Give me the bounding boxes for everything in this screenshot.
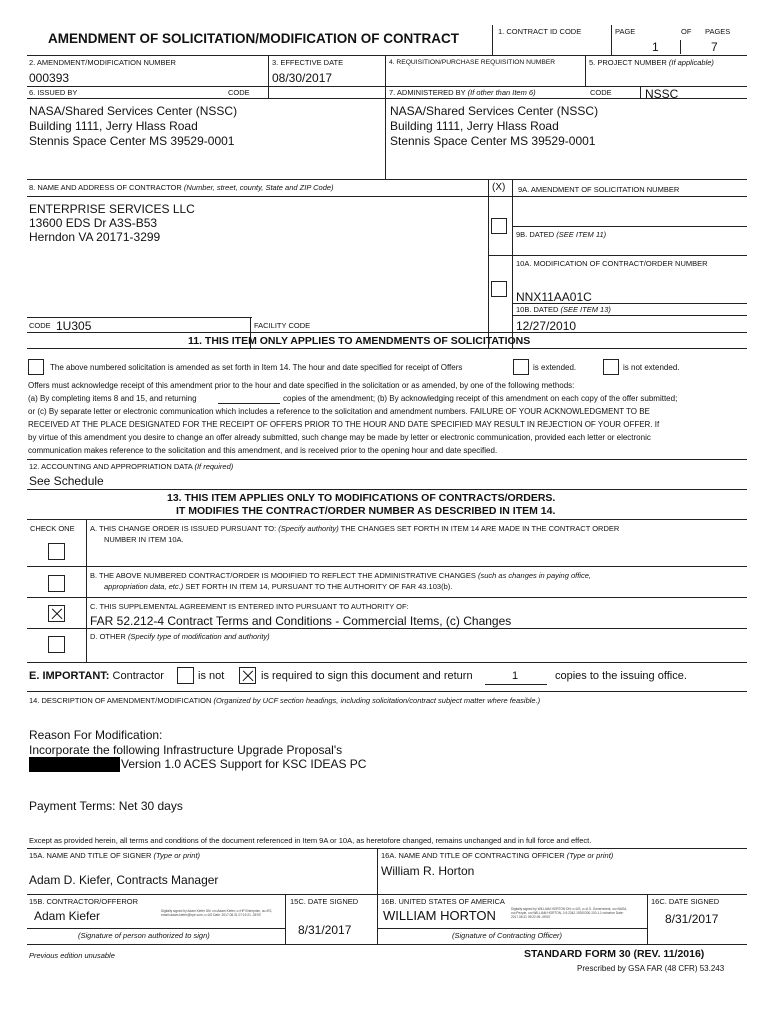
page-label: PAGE — [615, 27, 636, 36]
usa-signature-stamp: Digitally signed by WILLIAM HORTON DN: c=US, o=U.S. Government, ou=NASA, ou=People, cn=WILLIAM HORTON, 0.9.2342.19200300.100.1.1=whorton Date: 2017.08.31 09:22:05 -05'00' — [511, 907, 628, 919]
item13b-text-2: appropriation data, etc.) SET FORTH IN ITEM 14, PURSUANT TO THE AUTHORITY OF FAR 43.103(b). — [104, 582, 453, 591]
item13a-text-2: NUMBER IN ITEM 10A. — [104, 535, 184, 544]
contractor-code-label: CODE — [29, 321, 51, 330]
project-number-label: 5. PROJECT NUMBER (If applicable) — [589, 58, 714, 67]
item13a-checkbox[interactable] — [48, 543, 65, 560]
is-extended-label: is extended. — [533, 363, 577, 372]
item14-reason: Reason For Modification: — [29, 728, 163, 742]
check-one-label: CHECK ONE — [30, 524, 75, 533]
contractor-offeror-label: 15B. CONTRACTOR/OFFEROR — [29, 897, 139, 906]
item13b-text: B. THE ABOVE NUMBERED CONTRACT/ORDER IS MODIFIED TO REFLECT THE ADMINISTRATIVE CHANGES (such as changes in paying office, — [90, 571, 591, 580]
administered-by-address: NASA/Shared Services Center (NSSC) Building 1111, Jerry Hlass Road Stennis Space Center MS 39529-0001 — [390, 104, 599, 148]
item12-label: 12. ACCOUNTING AND APPROPRIATION DATA (If required) — [29, 462, 234, 471]
item14-version: Version 1.0 ACES Support for KSC IDEAS PC — [121, 757, 367, 771]
important-row: E. IMPORTANT: Contractor — [29, 670, 164, 682]
amendment-solicitation-label: 9A. AMENDMENT OF SOLICITATION NUMBER — [518, 185, 680, 194]
item13-heading-1: 13. THIS ITEM APPLIES ONLY TO MODIFICATIONS OF CONTRACTS/ORDERS. — [167, 492, 556, 504]
item14-label: 14. DESCRIPTION OF AMENDMENT/MODIFICATION (Organized by UCF section headings, including solicitation/contract subject matter where feasible.) — [29, 696, 541, 705]
item14-incorporate: Incorporate the following Infrastructure Upgrade Proposal's — [29, 743, 343, 757]
issued-by-code-label: CODE — [228, 88, 250, 97]
contract-id-label: 1. CONTRACT ID CODE — [498, 27, 582, 36]
item11-para-6: communication makes reference to the solicitation and this amendment, and is received prior to the opening hour and date specified. — [28, 446, 498, 455]
contractor-code: 1U305 — [56, 319, 92, 333]
item11-para-4: RECEIVED AT THE PLACE DESIGNATED FOR THE RECEIPT OF OFFERS PRIOR TO THE HOUR AND DATE SPECIFIED MAY RESULT IN REJECTION OF YOUR OFFER. If — [28, 420, 660, 429]
contractor-label: 8. NAME AND ADDRESS OF CONTRACTOR (Number, street, county, State and ZIP Code) — [29, 183, 334, 192]
modification-contract-label: 10A. MODIFICATION OF CONTRACT/ORDER NUMBER — [516, 259, 708, 268]
item11-para-5: by virtue of this amendment you desire to change an offer already submitted, such change may be made by letter or electronic communication, provided each letter or electronic — [28, 433, 651, 442]
item14-payment-terms: Payment Terms: Net 30 days — [29, 799, 183, 813]
pages-label: PAGES — [705, 27, 731, 36]
officer-name: William R. Horton — [381, 864, 475, 878]
dated-9b-label: 9B. DATED (SEE ITEM 11) — [516, 230, 607, 239]
contractor-signature-stamp: Digitally signed by Adam Kiefer DN: cn=Adam Kiefer, o=HP Enterprise, ou=ES, email=adam.kiefer@hpe.com, c=US Date: 2017.08.31 07:19:21 -05'00' — [161, 909, 273, 917]
item13-heading-2: IT MODIFIES THE CONTRACT/ORDER NUMBER AS DESCRIBED IN ITEM 14. — [176, 505, 556, 517]
is-required-label: is required to sign this document and return — [261, 670, 473, 682]
signer-name: Adam D. Kiefer, Contracts Manager — [29, 873, 219, 887]
is-not-label: is not — [198, 670, 225, 682]
item11-para-1: Offers must acknowledge receipt of this amendment prior to the hour and date specified in the solicitation or as amended, by one of the following methods: — [28, 381, 575, 390]
item13c-checkbox-checked[interactable] — [48, 605, 65, 622]
effective-date: 08/30/2017 — [272, 71, 333, 85]
administered-by-code: NSSC — [645, 87, 679, 101]
x-column-label: (X) — [492, 182, 506, 193]
except-text: Except as provided herein, all terms and conditions of the document referenced in Item 9A or 10A, as heretofore changed, remains unchanged and in full force and effect. — [29, 836, 592, 845]
officer-label: 16A. NAME AND TITLE OF CONTRACTING OFFICER (Type or print) — [381, 851, 614, 860]
item12-value: See Schedule — [29, 474, 104, 488]
dated-10b-label: 10B. DATED (SEE ITEM 13) — [516, 305, 611, 314]
form-name: STANDARD FORM 30 (REV. 11/2016) — [524, 948, 705, 960]
date-15c-value: 8/31/2017 — [298, 923, 352, 937]
dated-10b-value: 12/27/2010 — [516, 319, 577, 333]
is-extended-checkbox[interactable] — [513, 359, 529, 375]
usa-signature: WILLIAM HORTON — [383, 908, 496, 923]
signer-label: 15A. NAME AND TITLE OF SIGNER (Type or print) — [29, 851, 201, 860]
total-pages: 7 — [711, 40, 718, 54]
redaction-bar — [29, 757, 120, 772]
form-title: AMENDMENT OF SOLICITATION/MODIFICATION OF CONTRACT — [48, 31, 459, 46]
modification-contract-checkbox[interactable] — [491, 281, 507, 297]
is-not-extended-checkbox[interactable] — [603, 359, 619, 375]
usa-label: 16B. UNITED STATES OF AMERICA — [381, 897, 505, 906]
date-16c-value: 8/31/2017 — [665, 912, 719, 926]
is-not-extended-label: is not extended. — [623, 363, 680, 372]
prescribed-by: Prescribed by GSA FAR (48 CFR) 53.243 — [577, 964, 725, 973]
item11-heading: 11. THIS ITEM ONLY APPLIES TO AMENDMENTS OF SOLICITATIONS — [188, 335, 531, 347]
effective-date-label: 3. EFFECTIVE DATE — [272, 58, 344, 67]
page-number: 1 — [652, 40, 659, 54]
copies-text: copies to the issuing office. — [555, 670, 687, 682]
amendment-number-label: 2. AMENDMENT/MODIFICATION NUMBER — [29, 58, 176, 67]
contractor-signature: Adam Kiefer — [34, 909, 101, 923]
item13c-authority: FAR 52.212-4 Contract Terms and Conditions - Commercial Items, (c) Changes — [90, 614, 512, 628]
item11-para-2b: copies of the amendment; (b) By acknowledging receipt of this amendment on each copy of the offer submitted; — [283, 394, 678, 403]
is-required-checkbox-checked[interactable] — [239, 667, 256, 684]
modification-contract-number: NNX11AA01C — [516, 290, 592, 304]
item11-para-2a: (a) By completing items 8 and 15, and returning — [28, 394, 197, 403]
item13c-text: C. THIS SUPPLEMENTAL AGREEMENT IS ENTERED INTO PURSUANT TO AUTHORITY OF: — [90, 602, 409, 611]
administered-by-code-label: CODE — [590, 88, 612, 97]
administered-by-label: 7. ADMINISTERED BY (If other than Item 6) — [389, 88, 536, 97]
contractor-address: ENTERPRISE SERVICES LLC 13600 EDS Dr A3S-B53 Herndon VA 20171-3299 — [29, 202, 195, 244]
of-label: OF — [681, 27, 692, 36]
facility-code-label: FACILITY CODE — [254, 321, 311, 330]
item13d-checkbox[interactable] — [48, 636, 65, 653]
issued-by-address: NASA/Shared Services Center (NSSC) Building 1111, Jerry Hlass Road Stennis Space Center MS 39529-0001 — [29, 104, 238, 148]
contractor-signature-caption: (Signature of person authorized to sign) — [78, 931, 210, 940]
amendment-number: 000393 — [29, 71, 70, 85]
is-not-checkbox[interactable] — [177, 667, 194, 684]
item13b-checkbox[interactable] — [48, 575, 65, 592]
amendment-solicitation-checkbox[interactable] — [491, 218, 507, 234]
date-15c-label: 15C. DATE SIGNED — [290, 897, 359, 906]
usa-signature-caption: (Signature of Contracting Officer) — [452, 931, 563, 940]
issued-by-label: 6. ISSUED BY — [29, 88, 78, 97]
item11-solicitation-checkbox[interactable] — [28, 359, 44, 375]
item13d-text: D. OTHER (Specify type of modification and authority) — [90, 632, 270, 641]
date-16c-label: 16C. DATE SIGNED — [651, 897, 720, 906]
item11-line1: The above numbered solicitation is amended as set forth in Item 14. The hour and date specified for receipt of Offers — [50, 363, 463, 372]
previous-edition-note: Previous edition unusable — [29, 951, 115, 960]
copies-count: 1 — [512, 670, 519, 682]
requisition-number-label: 4. REQUISITION/PURCHASE REQUISITION NUMBER — [389, 59, 556, 66]
item11-para-3: or (c) By separate letter or electronic communication which includes a reference to the solicitation and amendment numbers. FAILURE OF YOUR ACKNOWLEDGMENT TO BE — [28, 407, 650, 416]
item13a-text: A. THIS CHANGE ORDER IS ISSUED PURSUANT TO: (Specify authority) THE CHANGES SET FORTH IN ITEM 14 ARE MADE IN THE CONTRACT ORDER — [90, 524, 620, 533]
